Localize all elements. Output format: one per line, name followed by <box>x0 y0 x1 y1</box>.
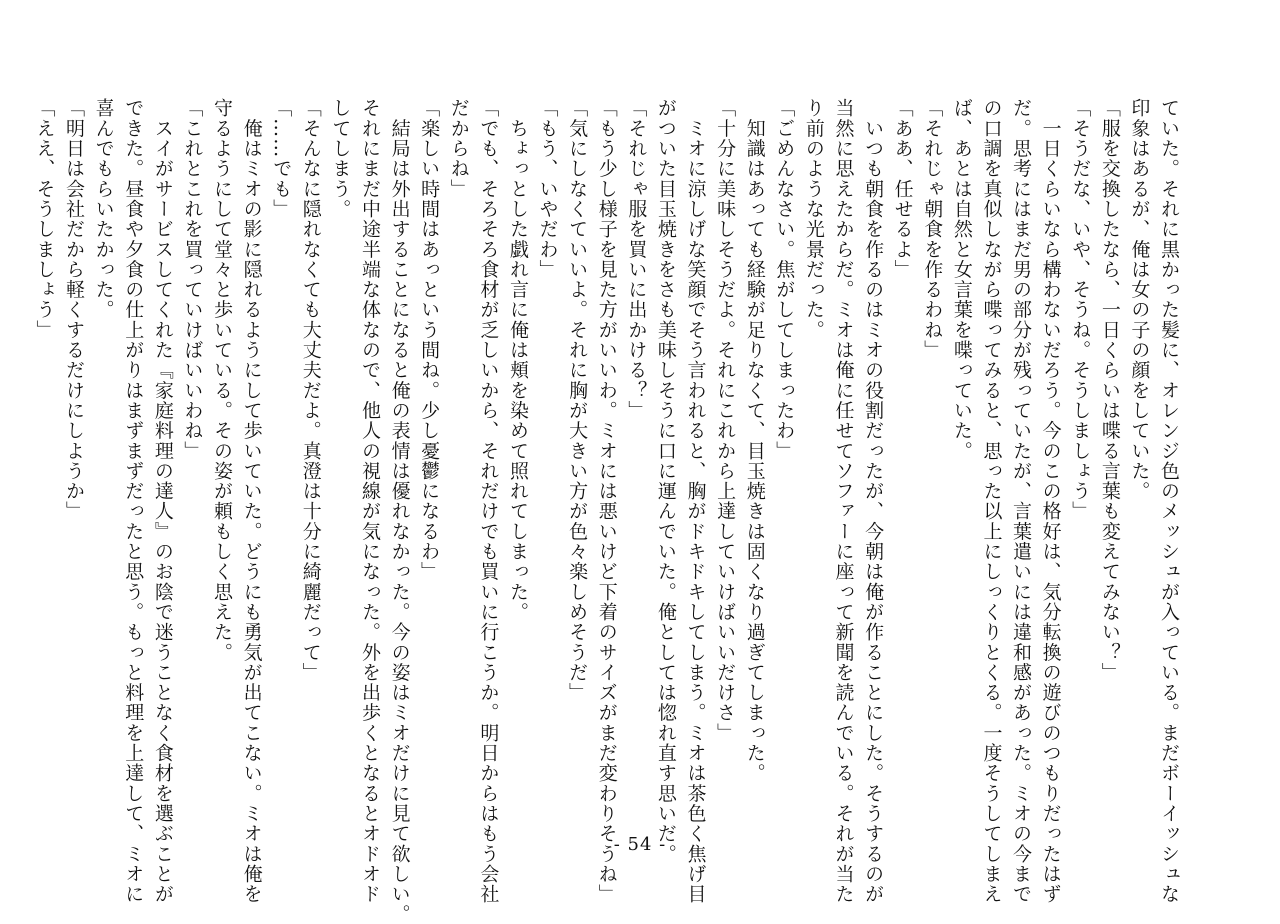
text-line: だ。思考にはまだ男の部分が残っていたが、言葉遣いには違和感があった。ミオの今まで <box>1010 98 1033 904</box>
text-line: 「ああ、任せるよ」 <box>891 98 914 280</box>
text-line: 結局は外出することになると俺の表情は優れなかった。今の姿はミオだけに見て欲しい。 <box>388 98 411 924</box>
text-line: 「明日は会社だから軽くするだけにしようか」 <box>63 98 86 522</box>
text-line: 当然に思えたからだ。ミオは俺に任せてソファーに座って新聞を読んでいる。それが当た <box>832 98 855 904</box>
text-line: 知識はあっても経験が足りなくて、目玉焼きは固くなり過ぎてしまった。 <box>743 98 766 784</box>
text-line: ていた。それに黒かった髪に、オレンジ色のメッシュが入っている。まだボーイッシュな <box>1158 98 1180 904</box>
text-line: 「これとこれを買っていけばいいわね」 <box>181 98 204 461</box>
text-line: 印象はあるが、俺は女の子の顔をしていた。 <box>1128 98 1151 501</box>
text-line: の口調を真似しながら喋ってみると、思った以上にしっくりとくる。一度そうしてしまえ <box>980 98 1003 904</box>
text-line: いつも朝食を作るのはミオの役割だったが、今朝は俺が作ることにした。そうするのが <box>862 98 885 904</box>
text-line: 「服を交換したなら、一日くらいは喋る言葉も変えてみない？」 <box>1098 98 1121 683</box>
text-line: 「そんなに隠れなくても大丈夫だよ。真澄は十分に綺麗だって」 <box>299 98 322 683</box>
text-line: 「それじゃ朝食を作るわね」 <box>921 98 944 360</box>
text-line: 「ごめんなさい。焦がしてしまったわ」 <box>773 98 796 461</box>
text-line: ちょっとした戯れ言に俺は頬を染めて照れてしまった。 <box>506 98 529 622</box>
text-line: 「そうだな、いや、そうね。そうしましょう」 <box>1069 98 1092 522</box>
text-line: 「もう少し様子を見た方がいいわ。ミオには悪いけど下着のサイズがまだ変わりそうね」 <box>595 98 618 904</box>
text-line: してしまう。 <box>329 98 352 219</box>
text-line: 「それじゃ服を買いに出かける？」 <box>625 98 648 421</box>
text-line: がついた目玉焼きをさも美味しそうに口に運んでいた。俺としては惚れ直す思いだ。 <box>654 98 677 864</box>
text-line: スイがサービスしてくれた『家庭料理の達人』のお陰で迷うことなく食材を選ぶことが <box>151 98 174 904</box>
text-line: それにまだ中途半端な体なので、他人の視線が気になった。外を出歩くとなるとオドオド <box>358 98 381 904</box>
text-line: 一日くらいなら構わないだろう。今のこの格好は、気分転換の遊びのつもりだったはず <box>1039 98 1062 904</box>
text-line: 「ええ、そうしましょう」 <box>33 98 56 340</box>
text-line: 「もう、いやだわ」 <box>536 98 559 280</box>
vertical-body-text <box>33 98 1183 924</box>
text-line: 「十分に美味しそうだよ。それにこれから上達していけばいいだけさ」 <box>714 98 737 743</box>
text-line: だからね」 <box>447 98 470 199</box>
text-line: 喜んでもらいたかった。 <box>92 98 115 320</box>
text-line: 「楽しい時間はあっという間ね。少し憂鬱になるわ」 <box>418 98 441 582</box>
page-number: - 54 - <box>613 834 667 855</box>
text-line: できた。昼食や夕食の仕上がりはまずまずだったと思う。もっと料理を上達して、ミオに <box>122 98 145 904</box>
text-line: 守るようにして堂々と歩いている。その姿が頼もしく思えた。 <box>211 98 233 663</box>
text-line: り前のような光景だった。 <box>802 98 825 340</box>
text-line: ミオに涼しげな笑顔でそう言われると、胸がドキドキしてしまう。ミオは茶色く焦げ目 <box>684 98 707 904</box>
text-line: 「でも、そろそろ食材が乏しいから、それだけでも買いに行こうか。明日からはもう会社 <box>477 98 500 904</box>
text-line: 「気にしなくていいよ。それに胸が大きい方が色々楽しめそうだ」 <box>566 98 589 703</box>
text-line: 「……でも」 <box>270 98 293 219</box>
text-line: 俺はミオの影に隠れるようにして歩いていた。どうにも勇気が出てこない。ミオは俺を <box>240 98 263 904</box>
text-line: ば、あとは自然と女言葉を喋っていた。 <box>950 98 973 461</box>
